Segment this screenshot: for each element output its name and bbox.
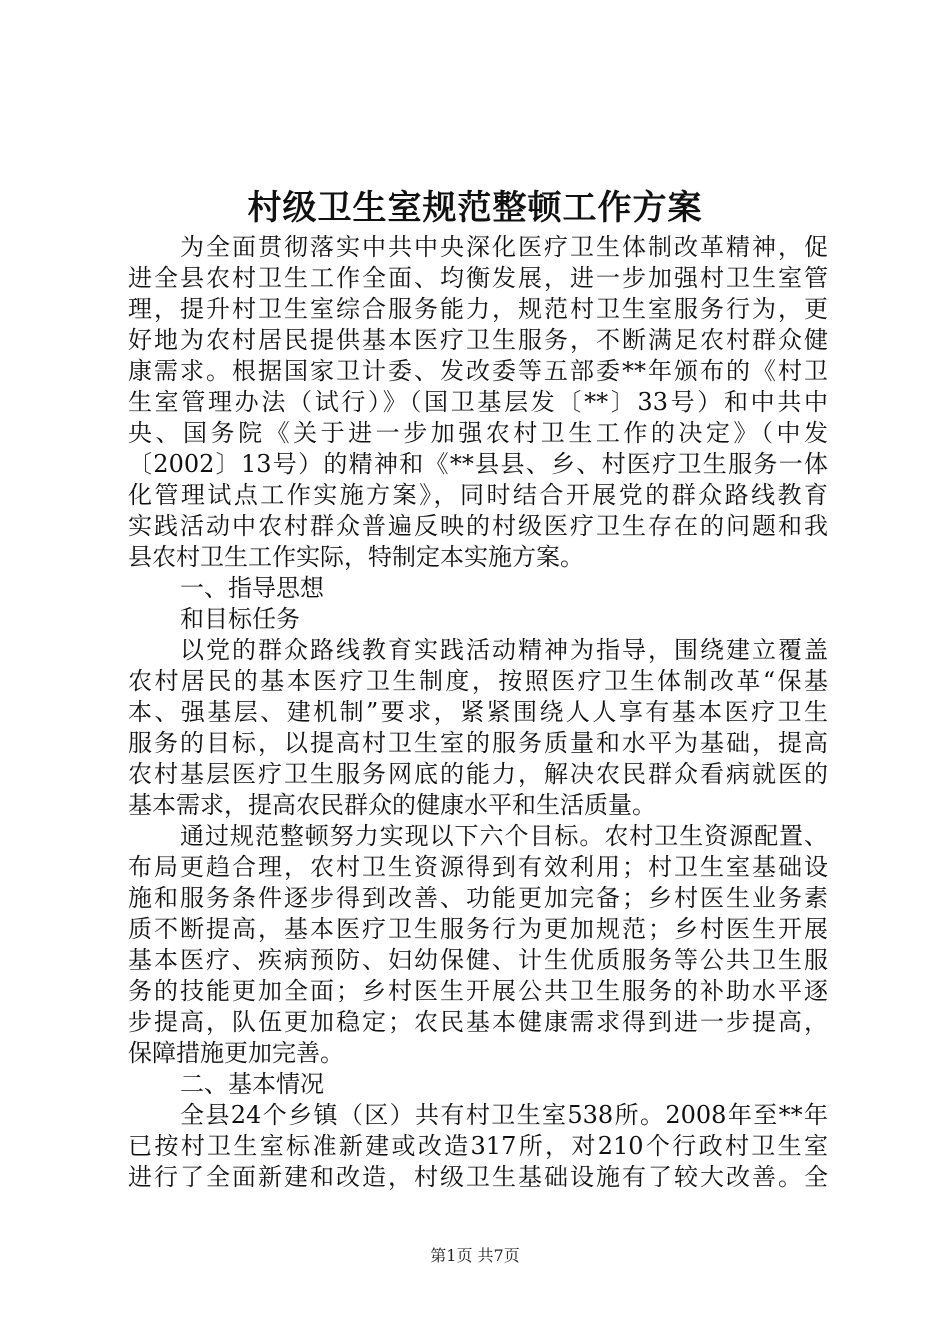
body-line: 央、国务院《关于进一步加强农村卫生工作的决定》（中发: [128, 419, 828, 447]
body-line: 通过规范整顿努力实现以下六个目标。农村卫生资源配置、: [180, 822, 828, 850]
body-line: 布局更趋合理，农村卫生资源得到有效利用；村卫生室基础设: [128, 853, 828, 881]
body-line: 农村基层医疗卫生服务网底的能力，解决农民群众看病就医的: [128, 760, 828, 788]
body-line: 康需求。根据国家卫计委、发改委等五部委**年颁布的《村卫: [128, 357, 828, 385]
body-line: 进行了全面新建和改造，村级卫生基础设施有了较大改善。全: [128, 1163, 828, 1191]
body-line: 施和服务条件逐步得到改善、功能更加完备；乡村医生业务素: [128, 884, 828, 912]
body-line: 好地为农村居民提供基本医疗卫生服务，不断满足农村群众健: [128, 326, 828, 354]
body-line: 化管理试点工作实施方案》，同时结合开展党的群众路线教育: [128, 481, 828, 509]
page-footer: 第1页 共7页: [430, 1246, 520, 1265]
body-line: 生室管理办法（试行）》（国卫基层发〔**〕33号）和中共中: [128, 388, 828, 416]
body-line: 全县24个乡镇（区）共有村卫生室538所。2008年至**年: [180, 1101, 828, 1129]
body-line: 理，提升村卫生室综合服务能力，规范村卫生室服务行为，更: [128, 295, 828, 323]
body-line: 县农村卫生工作实际，特制定本实施方案。: [128, 543, 584, 571]
body-line: 一、指导思想: [180, 574, 324, 602]
body-line: 已按村卫生室标准新建或改造317所，对210个行政村卫生室: [128, 1132, 828, 1160]
body-line: 和目标任务: [180, 605, 300, 633]
body-line: 农村居民的基本医疗卫生制度，按照医疗卫生体制改革“保基: [128, 667, 828, 695]
body-line: 本、强基层、建机制”要求，紧紧围绕人人享有基本医疗卫生: [128, 698, 828, 726]
body-line: 务的技能更加全面；乡村医生开展公共卫生服务的补助水平逐: [128, 977, 828, 1005]
body-line: 服务的目标，以提高村卫生室的服务质量和水平为基础，提高: [128, 729, 828, 757]
body-line: 为全面贯彻落实中共中央深化医疗卫生体制改革精神，促: [180, 233, 828, 261]
body-line: 〔2002〕13号）的精神和《**县县、乡、村医疗卫生服务一体: [128, 450, 828, 478]
body-line: 步提高，队伍更加稳定；农民基本健康需求得到进一步提高，: [128, 1008, 828, 1036]
body-line: 二、基本情况: [180, 1070, 324, 1098]
body-line: 进全县农村卫生工作全面、均衡发展，进一步加强村卫生室管: [128, 264, 828, 292]
body-line: 保障措施更加完善。: [128, 1039, 344, 1067]
body-line: 实践活动中农村群众普遍反映的村级医疗卫生存在的问题和我: [128, 512, 828, 540]
document-body: [128, 232, 828, 1193]
body-line: 质不断提高，基本医疗卫生服务行为更加规范；乡村医生开展: [128, 915, 828, 943]
body-line: 基本医疗、疾病预防、妇幼保健、计生优质服务等公共卫生服: [128, 946, 828, 974]
body-line: 以党的群众路线教育实践活动精神为指导，围绕建立覆盖: [180, 636, 828, 664]
body-line: 基本需求，提高农民群众的健康水平和生活质量。: [128, 791, 656, 819]
document-title: 村级卫生室规范整顿工作方案: [247, 188, 703, 228]
